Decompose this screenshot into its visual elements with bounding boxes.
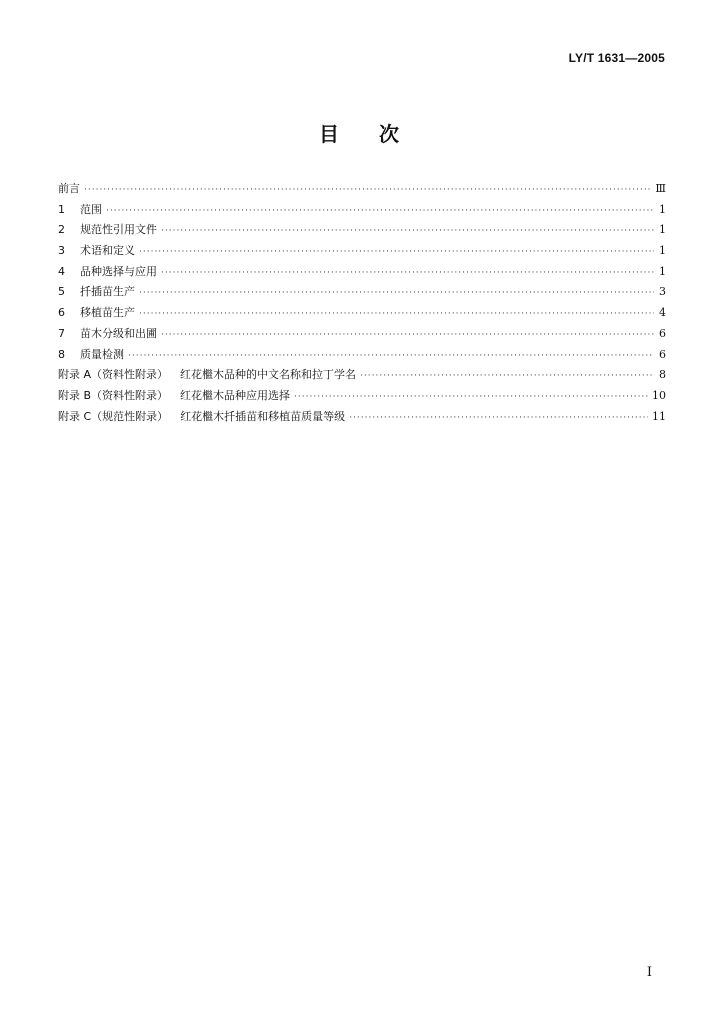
- toc-appendix-title: 红花檵木品种的中文名称和拉丁学名: [180, 368, 357, 382]
- toc-entry-number: 1: [58, 202, 65, 216]
- toc-entry[interactable]: [58, 282, 666, 303]
- toc-entry-number: 4: [58, 264, 65, 278]
- toc-title: [0, 118, 718, 147]
- toc-entry-label: 质量检测: [80, 347, 124, 361]
- toc-entry-page: 6: [659, 347, 666, 361]
- toc-entry-page: 11: [652, 409, 666, 423]
- table-of-contents: [58, 179, 666, 427]
- toc-appendix-label: 附录 B（资料性附录）: [58, 388, 169, 402]
- toc-leader-dots: [84, 180, 651, 201]
- toc-leader-dots: [161, 221, 654, 242]
- toc-appendix-entry[interactable]: [58, 386, 666, 407]
- toc-title-char-2: 次: [379, 122, 399, 146]
- toc-entry[interactable]: [58, 303, 666, 324]
- toc-entry-page: 1: [659, 202, 666, 216]
- toc-entry-page: 8: [659, 368, 666, 382]
- toc-leader-dots: [349, 408, 648, 429]
- toc-entry-number: 6: [58, 306, 65, 320]
- toc-leader-dots: [161, 263, 654, 284]
- toc-entry[interactable]: [58, 345, 666, 366]
- toc-title-char-1: 目: [319, 122, 339, 146]
- toc-appendix-title: 红花檵木扦插苗和移植苗质量等级: [180, 409, 346, 423]
- toc-leader-dots: [106, 201, 654, 222]
- toc-entry[interactable]: [58, 220, 666, 241]
- toc-entry-page: 1: [659, 244, 666, 258]
- toc-entry-label: 品种选择与应用: [80, 264, 157, 278]
- toc-entry-number: 7: [58, 326, 65, 340]
- toc-entry-page: 4: [659, 306, 666, 320]
- toc-entry-label: 前言: [58, 182, 80, 195]
- toc-entry[interactable]: [58, 324, 666, 345]
- toc-leader-dots: [128, 346, 654, 367]
- toc-entry-label: 扦插苗生产: [80, 285, 135, 299]
- toc-entry-number: 2: [58, 223, 65, 237]
- toc-entry[interactable]: [58, 241, 666, 262]
- page-number: I: [646, 965, 652, 980]
- toc-entry-label: 范围: [80, 202, 102, 216]
- toc-leader-dots: [139, 242, 654, 263]
- toc-appendix-entry[interactable]: [58, 407, 666, 428]
- standard-code: LY/T 1631—2005: [568, 51, 665, 65]
- toc-entry-label: 苗木分级和出圃: [80, 326, 157, 340]
- toc-leader-dots: [139, 304, 654, 325]
- toc-entry[interactable]: [58, 262, 666, 283]
- toc-entry-page: 10: [652, 388, 666, 402]
- toc-entry-page: 3: [659, 285, 666, 299]
- toc-entry[interactable]: [58, 179, 666, 200]
- toc-entry-number: 8: [58, 347, 65, 361]
- toc-leader-dots: [294, 387, 648, 408]
- toc-leader-dots: [139, 283, 654, 304]
- toc-appendix-label: 附录 A（资料性附录）: [58, 368, 169, 382]
- toc-entry-number: 3: [58, 244, 65, 258]
- toc-entry-page: 1: [659, 223, 666, 237]
- toc-leader-dots: [360, 366, 654, 387]
- toc-entry-label: 移植苗生产: [80, 306, 135, 320]
- toc-entry-page: Ⅲ: [655, 182, 666, 195]
- toc-appendix-entry[interactable]: [58, 365, 666, 386]
- toc-entry-page: 1: [659, 264, 666, 278]
- toc-entry-page: 6: [659, 326, 666, 340]
- toc-leader-dots: [161, 325, 654, 346]
- toc-entry-label: 术语和定义: [80, 244, 135, 258]
- toc-appendix-title: 红花檵木品种应用选择: [180, 388, 291, 402]
- toc-entry-number: 5: [58, 285, 65, 299]
- toc-appendix-label: 附录 C（规范性附录）: [58, 409, 169, 423]
- toc-entry-label: 规范性引用文件: [80, 223, 157, 237]
- toc-entry[interactable]: [58, 200, 666, 221]
